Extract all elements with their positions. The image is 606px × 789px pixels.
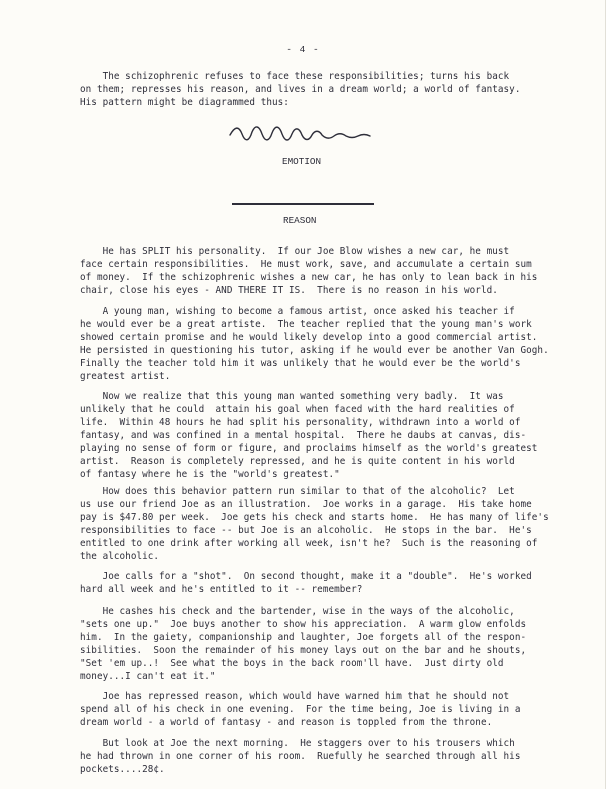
paragraph-repressed-reason: Joe has repressed reason, which would have warned him that he should not spend all of his check in one evening. For the time being, Joe is living in a dream world - a world of fantasy - and reason is toppled from the throne.: [80, 691, 521, 728]
reason-line: [232, 203, 374, 205]
paragraph-realize: Now we realize that this young man wanted something very badly. It was unlikely that he could attain his goal when faced with the hard realities of life. Within 48 hours he had split his personality, withdrawn into a world of fantasy, and was confined in a mental hospital. There he daubs at canvas, dis- playing no sense of form or figure, and proclaims himself as the world's greatest artist. Reason is completely repressed, and he is quite content in his world of fantasy where he is the "world's greatest.": [80, 391, 538, 480]
emotion-wave-line: [230, 127, 370, 140]
paragraph-young-artist: A young man, wishing to become a famous artist, once asked his teacher if he would ever be a great artiste. The teacher replied that the young man's work showed certain promise and he would likely develop into a good commercial artist. He persisted in questioning his tutor, asking if he would ever be another Van Gogh. Finally the teacher told him it was unlikely that he would ever be the world's greatest artist.: [80, 306, 549, 382]
paragraph-shot: Joe calls for a "shot". On second thought, make it a "double". He's worked hard all week and he's entitled to it -- remember?: [80, 571, 532, 595]
paragraph-next-morning: But look at Joe the next morning. He staggers over to his trousers which he had thrown in one corner of his room. Ruefully he searched through all his pockets....28¢.: [80, 738, 521, 775]
intro-paragraph: The schizophrenic refuses to face these responsibilities; turns his back on them; represses his reason, and lives in a dream world; a world of fantasy. His pattern might be diagrammed thus:: [80, 71, 521, 108]
paragraph-alcoholic-comparison: How does this behavior pattern run similar to that of the alcoholic? Let us use our friend Joe as an illustration. Joe works in a garage. His take home pay is $47.80 per week. Joe gets his check and starts home. He has many of life's responsibilities to face -- but Joe is an alcoholic. He stops in the bar. He's entitled to one drink after working all week, isn't he? Such is the reasoning of the alcoholic.: [80, 486, 549, 562]
paragraph-cashes-check: He cashes his check and the bartender, wise in the ways of the alcoholic, "sets one up." Joe buys another to show his appreciation. A warm glow enfolds him. In the gaiety, companionship and laughter, Joe forgets all of the respon- sibilities. Soon the remainder of his money lays out on the bar and he shouts, "Set 'em up..! See what the boys in the back room'll have. Just dirty old money...I can't eat it.": [80, 606, 527, 682]
emotion-label: EMOTION: [282, 156, 322, 167]
reason-label: REASON: [283, 215, 317, 226]
paragraph-split-personality: He has SPLIT his personality. If our Joe Blow wishes a new car, he must face certain responsibilities. He must work, save, and accumulate a certain sum of money. If the schizophrenic wishes a new car, he has only to lean back in his chair, close his eyes - AND THERE IT IS. There is no reason in his world.: [80, 246, 538, 296]
page-number: - 4 -: [286, 44, 320, 55]
emotion-wave-diagram: [225, 122, 375, 222]
